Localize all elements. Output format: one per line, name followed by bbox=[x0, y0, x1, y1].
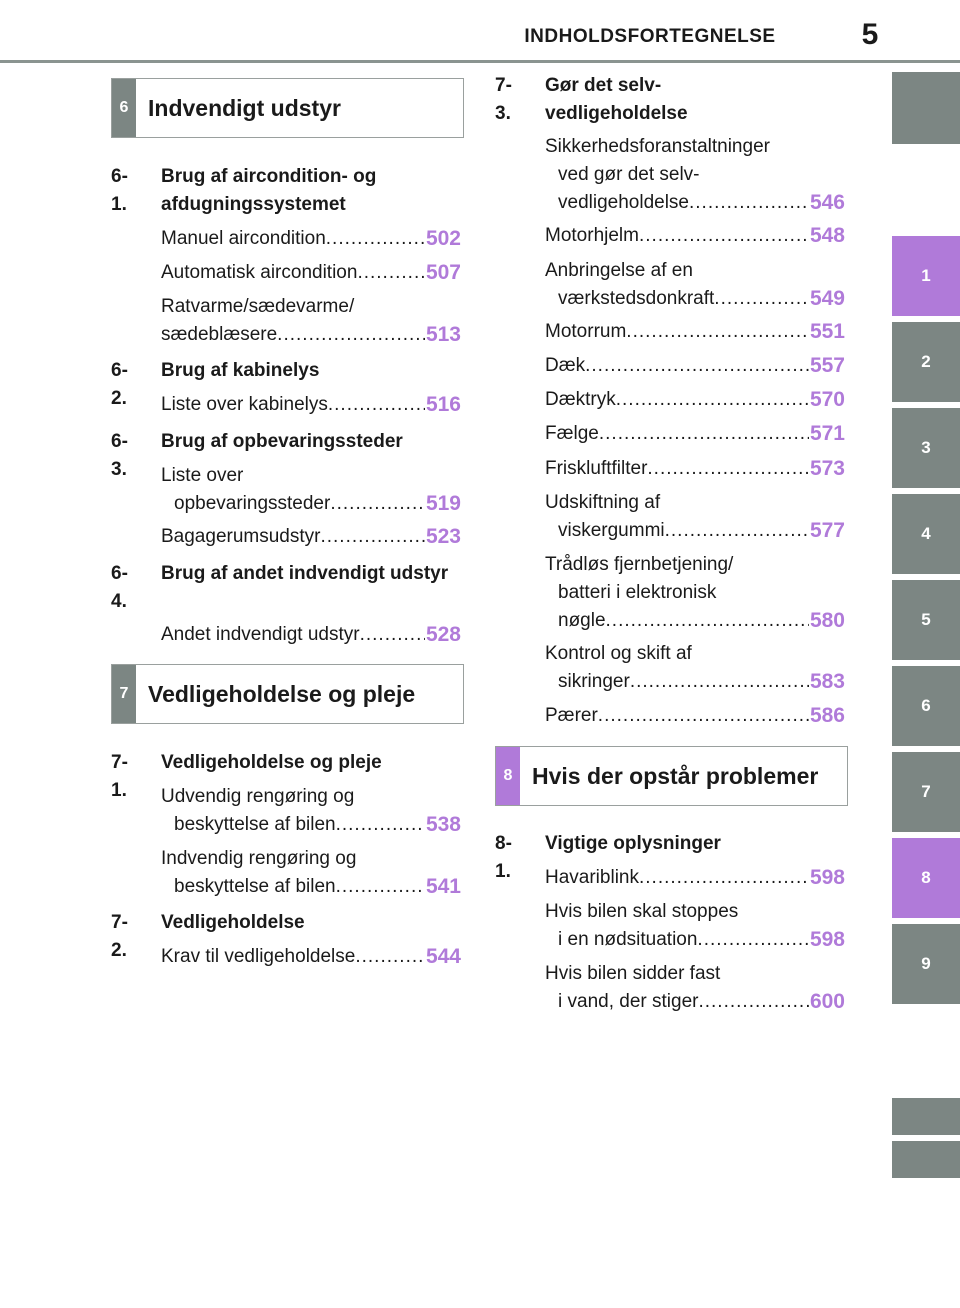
page-link[interactable]: 577 bbox=[809, 519, 845, 542]
toc-entry[interactable]: Dæktryk ..... 570 bbox=[545, 386, 845, 414]
subsection-title: Vedligeholdelse og pleje bbox=[161, 752, 382, 773]
page-link[interactable]: 519 bbox=[425, 492, 461, 515]
toc-entry[interactable]: Udskiftning af viskergummi ..... 577 bbox=[545, 489, 845, 545]
subsection-title: Vigtige oplysninger bbox=[545, 833, 721, 854]
side-tab-6[interactable]: 6 bbox=[892, 666, 960, 746]
side-tab-9[interactable]: 9 bbox=[892, 924, 960, 1004]
toc-entry[interactable]: Anbringelse af en værkstedsdonkraft ..... 549 bbox=[545, 257, 845, 313]
side-tab-7[interactable]: 7 bbox=[892, 752, 960, 832]
page-link[interactable]: 583 bbox=[809, 670, 845, 693]
section-title: Hvis der opstår problemer bbox=[532, 763, 819, 789]
header-title: INDHOLDSFORTEGNELSE bbox=[524, 26, 776, 47]
toc-entry[interactable]: Udvendig rengøring og beskyttelse af bilen ..... 538 bbox=[161, 783, 461, 839]
side-tab-blank-top[interactable] bbox=[892, 72, 960, 144]
subsection-number: 6-1. bbox=[111, 166, 128, 215]
toc-entry[interactable]: Manuel aircondition ..... 502 bbox=[161, 225, 461, 253]
toc-entry[interactable]: Ratvarme/sædevarme/ sædeblæsere ..... 513 bbox=[161, 293, 461, 349]
page-link[interactable]: 507 bbox=[425, 261, 461, 284]
toc-entry[interactable]: Friskluftfilter ..... 573 bbox=[545, 455, 845, 483]
page-link[interactable]: 580 bbox=[809, 609, 845, 632]
side-tab-3[interactable]: 3 bbox=[892, 408, 960, 488]
page-link[interactable]: 570 bbox=[809, 388, 845, 411]
subsection-title: Brug af opbevaringssteder bbox=[161, 431, 403, 452]
page-link[interactable]: 548 bbox=[809, 224, 845, 247]
page-link[interactable]: 557 bbox=[809, 354, 845, 377]
section-number: 8 bbox=[496, 747, 520, 805]
toc-entry[interactable]: Dæk ..... 557 bbox=[545, 352, 845, 380]
toc-entry[interactable]: Sikkerhedsforanstaltninger ved gør det selv- vedligeholdelse ..... 546 bbox=[545, 133, 845, 217]
subsection-number: 7-2. bbox=[111, 912, 128, 961]
toc-entry[interactable]: Hvis bilen sidder fast i vand, der stiger ..... 600 bbox=[545, 960, 845, 1016]
toc-entry[interactable]: Hvis bilen skal stoppes i en nødsituation ..... 598 bbox=[545, 898, 845, 954]
toc-entry[interactable]: Krav til vedligeholdelse ..... 544 bbox=[161, 943, 461, 971]
page-link[interactable]: 502 bbox=[425, 227, 461, 250]
toc-entry[interactable]: Motorhjelm ..... 548 bbox=[545, 222, 845, 250]
page-link[interactable]: 516 bbox=[425, 393, 461, 416]
toc-entry[interactable]: Indvendig rengøring og beskyttelse af bilen ..... 541 bbox=[161, 845, 461, 901]
subsection-title: Brug af andet indvendigt udstyr bbox=[161, 563, 449, 584]
subsection-title: Brug af aircondition- og afdugningssystemet bbox=[161, 166, 377, 215]
side-tab-4[interactable]: 4 bbox=[892, 494, 960, 574]
toc-entry[interactable]: Automatisk aircondition ..... 507 bbox=[161, 259, 461, 287]
page-link[interactable]: 600 bbox=[809, 990, 845, 1013]
subsection-number: 6-4. bbox=[111, 563, 128, 612]
subsection-number: 7-1. bbox=[111, 752, 128, 801]
subsection-title: Vedligeholdelse bbox=[161, 912, 305, 933]
page-link[interactable]: 549 bbox=[809, 287, 845, 310]
section-header-6 bbox=[111, 78, 464, 138]
page-link[interactable]: 598 bbox=[809, 928, 845, 951]
subsection-number: 7-3. bbox=[495, 75, 512, 124]
page-link[interactable]: 523 bbox=[425, 525, 461, 548]
page-link[interactable]: 541 bbox=[425, 875, 461, 898]
page-link[interactable]: 573 bbox=[809, 457, 845, 480]
page-link[interactable]: 598 bbox=[809, 866, 845, 889]
side-tab-8[interactable]: 8 bbox=[892, 838, 960, 918]
subsection-number: 6-2. bbox=[111, 360, 128, 409]
side-tab-1[interactable]: 1 bbox=[892, 236, 960, 316]
section-title: Vedligeholdelse og pleje bbox=[148, 681, 416, 707]
subsection-number: 6-3. bbox=[111, 431, 128, 480]
side-tab-blank-a[interactable] bbox=[892, 1098, 960, 1135]
subsection-number: 8-1. bbox=[495, 833, 512, 882]
page-link[interactable]: 544 bbox=[425, 945, 461, 968]
subsection-title: Gør det selv-vedligeholdelse bbox=[545, 75, 688, 124]
side-tab-5[interactable]: 5 bbox=[892, 580, 960, 660]
toc-entry[interactable]: Bagagerumsudstyr ..... 523 bbox=[161, 523, 461, 551]
toc-entry[interactable]: Andet indvendigt udstyr ..... 528 bbox=[161, 621, 461, 649]
page-number: 5 bbox=[861, 18, 879, 51]
section-header-8 bbox=[495, 746, 848, 806]
page-link[interactable]: 528 bbox=[425, 623, 461, 646]
subsection-title: Brug af kabinelys bbox=[161, 360, 320, 381]
page-link[interactable]: 571 bbox=[809, 422, 845, 445]
toc-entry[interactable]: Fælge ..... 571 bbox=[545, 420, 845, 448]
toc-entry[interactable]: Havariblink ..... 598 bbox=[545, 864, 845, 892]
toc-entry[interactable]: Trådløs fjernbetjening/ batteri i elektronisk nøgle ..... 580 bbox=[545, 551, 845, 635]
section-header-7 bbox=[111, 664, 464, 724]
page-link[interactable]: 586 bbox=[809, 704, 845, 727]
header-rule bbox=[0, 60, 960, 63]
section-number: 7 bbox=[112, 665, 136, 723]
toc-entry[interactable]: Motorrum ..... 551 bbox=[545, 318, 845, 346]
toc-entry[interactable]: Kontrol og skift af sikringer ..... 583 bbox=[545, 640, 845, 696]
page-link[interactable]: 538 bbox=[425, 813, 461, 836]
side-tab-2[interactable]: 2 bbox=[892, 322, 960, 402]
toc-entry[interactable]: Liste over kabinelys ..... 516 bbox=[161, 391, 461, 419]
page-link[interactable]: 513 bbox=[425, 323, 461, 346]
toc-entry[interactable]: Pærer ..... 586 bbox=[545, 702, 845, 730]
section-number: 6 bbox=[112, 79, 136, 137]
section-title: Indvendigt udstyr bbox=[148, 95, 341, 121]
side-tab-blank-b[interactable] bbox=[892, 1141, 960, 1178]
toc-entry[interactable]: Liste over opbevaringssteder ..... 519 bbox=[161, 462, 461, 518]
page-link[interactable]: 551 bbox=[809, 320, 845, 343]
page-link[interactable]: 546 bbox=[809, 191, 845, 214]
